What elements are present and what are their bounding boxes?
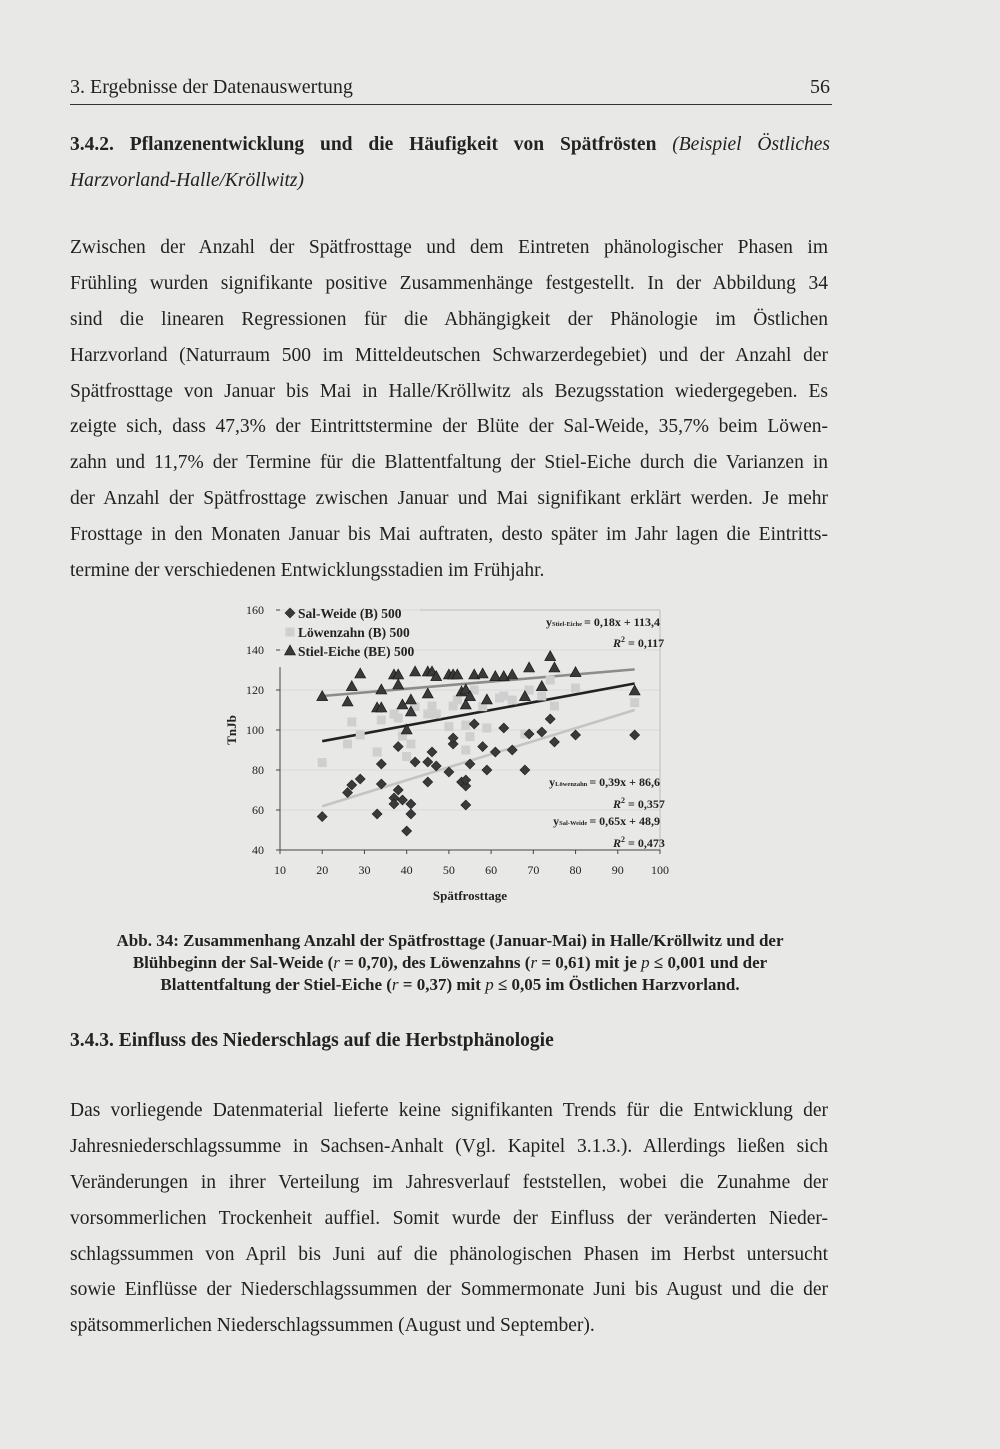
running-header — [70, 76, 832, 105]
diamond-marker — [410, 757, 420, 767]
y-tick-label: 100 — [246, 723, 264, 737]
square-marker — [377, 716, 386, 725]
diamond-marker — [376, 759, 386, 769]
text-line: Harzvorland (Naturraum 500 im Mitteldeutschen Schwarzerdegebiet) und der Anzahl der — [70, 344, 828, 366]
triangle-marker — [524, 662, 535, 672]
x-tick-label: 20 — [316, 863, 329, 877]
diamond-marker — [520, 765, 530, 775]
y-tick-label: 40 — [252, 843, 264, 857]
section-title: 3.4.2. Pflanzenentwicklung und die Häufigkeit von Spätfrösten — [70, 134, 657, 155]
square-marker — [343, 740, 352, 749]
triangle-marker — [545, 651, 556, 661]
triangle-marker — [536, 681, 547, 691]
triangle-marker — [410, 666, 421, 676]
triangle-marker — [393, 679, 404, 689]
section-title-3-4-3: 3.4.3. Einfluss des Niederschlags auf die Herbstphänologie — [70, 1030, 554, 1051]
square-marker — [394, 714, 403, 723]
triangle-marker — [346, 681, 357, 691]
triangle-marker — [405, 694, 416, 704]
square-marker — [499, 692, 508, 701]
section-subtitle-cont: Harzvorland-Halle/Kröllwitz) — [70, 170, 305, 191]
square-marker — [461, 721, 470, 730]
diamond-marker — [499, 723, 509, 733]
text-line: Jahresniederschlagssumme in Sachsen-Anhalt (Vgl. Kapitel 3.1.3.). Allerdings ließen sich — [70, 1135, 828, 1157]
square-marker — [466, 732, 475, 741]
triangle-marker — [376, 684, 387, 694]
paragraph-1 — [70, 230, 828, 589]
triangle-marker — [549, 662, 560, 672]
triangle-marker — [507, 669, 518, 679]
square-marker — [402, 752, 411, 761]
diamond-marker — [423, 777, 433, 787]
text-line: Zwischen der Anzahl der Spätfrosttage und dem Eintreten phänologischer Phasen im — [70, 237, 828, 258]
square-marker — [432, 710, 441, 719]
diamond-marker — [478, 742, 488, 752]
legend-label: Löwenzahn (B) 500 — [298, 625, 410, 640]
triangle-marker — [422, 688, 433, 698]
caption-line: Abb. 34: Zusammenhang Anzahl der Spätfrosttage (Januar-Mai) in Halle/Kröllwitz und der — [116, 931, 784, 950]
section-heading-3-4-2 — [70, 127, 830, 199]
y-axis-title: TnJb — [224, 715, 239, 745]
diamond-marker — [406, 799, 416, 809]
square-marker — [428, 702, 437, 711]
x-tick-label: 30 — [358, 863, 371, 877]
diamond-marker — [630, 730, 640, 740]
text-line: Das vorliegende Datenmaterial lieferte keine signifikanten Trends für die Entwicklung der — [70, 1100, 828, 1121]
text-line: spätsommerlichen Niederschlagssummen (August und September). — [70, 1315, 595, 1337]
y-tick-label: 60 — [252, 803, 264, 817]
diamond-marker — [402, 826, 412, 836]
figure-caption — [70, 930, 830, 996]
text-line: sowie Einflüsse der Niederschlagssummen der Sommermonate Juni bis August und die der — [70, 1279, 828, 1301]
square-marker — [356, 731, 365, 740]
paragraph-2 — [70, 1093, 828, 1344]
x-tick-label: 10 — [274, 863, 286, 877]
x-axis-title: Spätfrosttage — [432, 888, 508, 903]
diamond-marker — [397, 795, 407, 805]
text-line: vorsommerlichen Trockenheit auffiel. Somit wurde der Einfluss der veränderten Nieder- — [70, 1207, 828, 1229]
r-squared: $R^2$ — [612, 635, 625, 650]
square-marker — [550, 702, 559, 711]
square-marker — [546, 676, 555, 685]
x-tick-label: 60 — [485, 863, 498, 877]
legend-label: Stiel-Eiche (BE) 500 — [298, 644, 415, 659]
square-marker — [537, 692, 546, 701]
diamond-marker — [549, 737, 559, 747]
y-tick-label: 80 — [252, 763, 264, 777]
text-line: Frosttage in den Monaten Januar bis Mai auftraten, desto später im Jahr lagen die Eintritts- — [70, 524, 828, 546]
diamond-marker — [406, 809, 416, 819]
diamond-marker — [461, 800, 471, 810]
x-tick-label: 100 — [651, 863, 669, 877]
triangle-marker — [477, 668, 488, 678]
x-tick-label: 80 — [569, 863, 582, 877]
text-line: Spätfrosttage von Januar bis Mai in Halle/Kröllwitz als Bezugsstation wiedergegeben. Es — [70, 380, 828, 402]
r-squared: $R^2$ — [612, 835, 625, 850]
text-line: zeigte sich, dass 47,3% der Eintrittstermine der Blüte der Sal-Weide, 35,7% beim Löwen- — [70, 416, 828, 438]
diamond-marker — [537, 727, 547, 737]
diamond-marker — [423, 757, 433, 767]
square-marker — [318, 758, 327, 767]
chart-legend — [285, 606, 415, 659]
caption-line: Blattentfaltung der Stiel-Eiche (r = 0,37) mit p ≤ 0,05 im Östlichen Harzvorland. — [160, 975, 740, 994]
square-marker — [444, 722, 453, 731]
text-line: Veränderungen in ihrer Verteilung im Jahresverlauf feststellen, wobei die Zunahme der — [70, 1171, 828, 1193]
triangle-marker — [481, 694, 492, 704]
r-squared: $R^2$ — [612, 796, 625, 811]
y-tick-label: 120 — [246, 683, 264, 697]
square-marker — [508, 696, 517, 705]
caption-line: Blühbeginn der Sal-Weide (r = 0,70), des Löwenzahns (r = 0,61) mit je p ≤ 0,001 und der — [132, 953, 768, 972]
diamond-marker — [355, 774, 365, 784]
diamond-marker — [469, 719, 479, 729]
diamond-marker — [389, 799, 399, 809]
diamond-marker — [545, 714, 555, 724]
x-tick-label: 40 — [400, 863, 413, 877]
diamond-marker — [571, 730, 581, 740]
diamond-marker — [285, 608, 295, 618]
square-marker — [453, 696, 462, 705]
square-marker — [571, 684, 580, 693]
x-tick-label: 50 — [442, 863, 455, 877]
diamond-marker — [317, 812, 327, 822]
y-tick-label: 160 — [246, 603, 264, 617]
section-subtitle: (Beispiel Östliches — [672, 134, 830, 155]
square-marker — [286, 628, 295, 637]
text-line: Frühling wurden signifikante positive Zusammenhänge festgestellt. In der Abbildung 34 — [70, 272, 828, 294]
diamond-marker — [490, 747, 500, 757]
triangle-marker — [342, 696, 353, 706]
regression-equation: yLöwenzahn = 0,39x + 86,6 — [549, 775, 660, 789]
r-squared-value: = 0,357 — [628, 797, 665, 811]
diamond-marker — [427, 747, 437, 757]
square-marker — [461, 746, 470, 755]
diamond-marker — [448, 733, 458, 743]
square-marker — [406, 740, 415, 749]
regression-equation: yStiel-Eiche = 0,18x + 113,4 — [546, 615, 660, 629]
x-tick-label: 90 — [611, 863, 624, 877]
text-line: sind die linearen Regressionen für die Abhängigkeit der Phänologie im Östlichen — [70, 308, 828, 330]
page-number: 56 — [810, 76, 830, 98]
y-tick-label: 140 — [246, 643, 264, 657]
legend-label: Sal-Weide (B) 500 — [298, 606, 402, 621]
x-tick-label: 70 — [527, 863, 540, 877]
square-marker — [347, 718, 356, 727]
triangle-marker — [570, 667, 581, 677]
diamond-marker — [393, 742, 403, 752]
square-marker — [423, 710, 432, 719]
r-squared-value: = 0,117 — [628, 636, 665, 650]
regression-equation: ySal-Weide = 0,65x + 48,9 — [553, 814, 660, 828]
text-line: termine der verschiedenen Entwicklungsstadien im Frühjahr. — [70, 560, 545, 582]
square-marker — [630, 698, 639, 707]
r-squared-value: = 0,473 — [628, 836, 665, 850]
header-title: 3. Ergebnisse der Datenauswertung — [70, 76, 353, 98]
square-marker — [373, 748, 382, 757]
scatter-chart — [220, 600, 680, 910]
triangle-marker — [355, 668, 366, 678]
diamond-marker — [372, 809, 382, 819]
text-line: schlagssummen von April bis Juni auf die phänologischen Phasen im Herbst untersucht — [70, 1243, 828, 1265]
text-line: der Anzahl der Spätfrosttage zwischen Januar und Mai signifikant erklärt werden. Je mehr — [70, 488, 828, 510]
square-marker — [482, 724, 491, 733]
text-line: zahn und 11,7% der Termine für die Blattentfaltung der Stiel-Eiche durch die Varianzen in — [70, 452, 828, 474]
diamond-marker — [482, 765, 492, 775]
